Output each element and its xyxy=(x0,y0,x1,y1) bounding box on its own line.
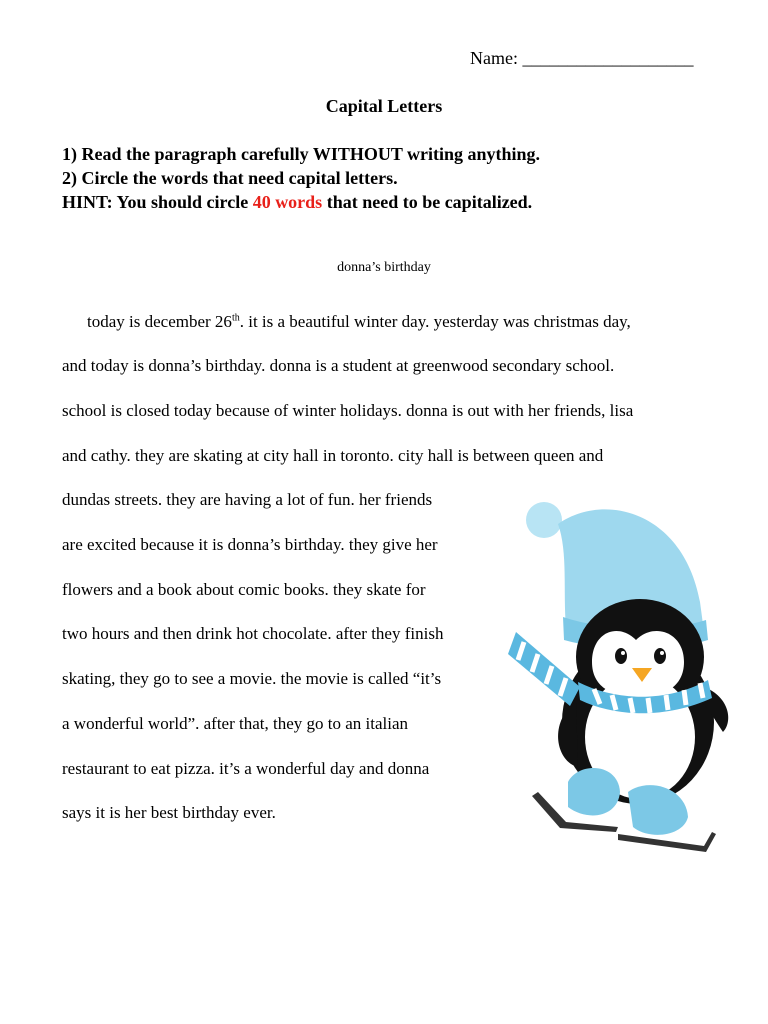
paragraph-line: says it is her best birthday ever. xyxy=(62,803,276,822)
instruction-2: 2) Circle the words that need capital letters. xyxy=(62,168,398,188)
name-field-label: Name: ___________________ xyxy=(470,48,694,68)
paragraph-text: today is december 26 xyxy=(87,312,232,331)
page-title: Capital Letters xyxy=(325,96,443,116)
paragraph-line: are excited because it is donna’s birthday. they give her xyxy=(62,535,438,554)
hint-line xyxy=(62,192,532,213)
paragraph-line: two hours and then drink hot chocolate. after they finish xyxy=(62,624,444,643)
paragraph-line: skating, they go to see a movie. the movie is called “it’s xyxy=(62,669,442,688)
story-title: donna’s birthday xyxy=(337,260,431,275)
hint-suffix: that need to be capitalized. xyxy=(322,192,533,212)
paragraph-line xyxy=(87,312,631,332)
ordinal-suffix: th xyxy=(231,312,240,324)
paragraph-line: restaurant to eat pizza. it’s a wonderful day and donna xyxy=(62,759,430,778)
paragraph-line: and today is donna’s birthday. donna is a student at greenwood secondary school. xyxy=(62,356,615,375)
instruction-1: 1) Read the paragraph carefully WITHOUT writing anything. xyxy=(62,144,541,164)
paragraph-line: dundas streets. they are having a lot of fun. her friends xyxy=(62,490,433,509)
paragraph-line: a wonderful world”. after that, they go to an italian xyxy=(62,714,409,733)
paragraph-text: . it is a beautiful winter day. yesterday was christmas day, xyxy=(239,312,631,331)
hint-count: 40 words xyxy=(252,192,323,212)
paragraph-line: school is closed today because of winter holidays. donna is out with her friends, lisa xyxy=(62,401,634,420)
paragraph-line: flowers and a book about comic books. they skate for xyxy=(62,580,426,599)
hint-prefix: HINT: You should circle xyxy=(62,192,253,212)
skating-penguin-icon xyxy=(508,492,738,864)
paragraph-line: and cathy. they are skating at city hall in toronto. city hall is between queen and xyxy=(62,446,604,465)
